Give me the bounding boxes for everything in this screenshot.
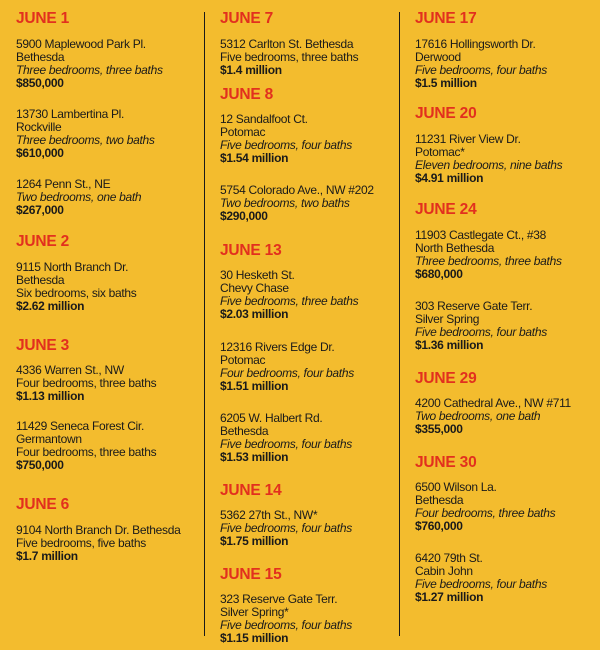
address-line: 6500 Wilson La. [415,480,497,494]
date-heading: JUNE 14 [220,482,282,499]
rooms-description: Five bedrooms, four baths [415,577,547,591]
date-heading: JUNE 24 [415,201,477,218]
city-line: Potomac* [415,145,465,159]
date-heading: JUNE 7 [220,10,274,27]
rooms-description: Two bedrooms, two baths [220,196,350,210]
date-heading: JUNE 17 [415,10,477,27]
listing [16,524,180,563]
address-line: 5754 Colorado Ave., NW #202 [220,183,374,197]
listing [16,420,156,472]
date-heading: JUNE 13 [220,242,282,259]
rooms-description: Five bedrooms, three baths [220,50,359,64]
price: $290,000 [220,209,268,223]
price: $4.91 million [415,171,484,185]
listing [220,412,352,464]
date-heading: JUNE 15 [220,566,282,583]
city-line: Chevy Chase [220,281,289,295]
rooms-description: Four bedrooms, three baths [415,506,556,520]
address-line: 13730 Lambertina Pl. [16,107,125,121]
rooms-description: Four bedrooms, three baths [16,445,157,459]
listing [415,133,562,185]
listing [16,38,163,90]
price: $1.75 million [220,534,289,548]
price: $1.51 million [220,379,289,393]
address-line: 6420 79th St. [415,551,483,565]
city-line: Bethesda [16,50,65,64]
rooms-description: Five bedrooms, four baths [220,437,352,451]
address-line: 5900 Maplewood Park Pl. [16,37,146,51]
listing [16,178,141,217]
listing [220,38,358,77]
date-heading: JUNE 29 [415,370,477,387]
city-line: Bethesda [415,493,464,507]
address-line: 12316 Rivers Edge Dr. [220,340,335,354]
listing [415,552,547,604]
city-line: Bethesda [16,273,65,287]
listing [220,269,358,321]
listing [16,261,137,313]
price: $850,000 [16,76,64,90]
address-line: 17616 Hollingsworth Dr. [415,37,536,51]
price: $1.15 million [220,631,289,645]
date-heading: JUNE 6 [16,496,70,513]
listing [220,341,354,393]
divider-left [204,12,205,636]
address-line: 303 Reserve Gate Terr. [415,299,533,313]
address-line: 1264 Penn St., NE [16,177,111,191]
price: $355,000 [415,422,463,436]
city-line: Cabin John [415,564,473,578]
rooms-description: Five bedrooms, four baths [220,521,352,535]
city-line: Rockville [16,120,62,134]
price: $2.62 million [16,299,85,313]
city-line: Silver Spring* [220,605,289,619]
price: $610,000 [16,146,64,160]
rooms-description: Five bedrooms, five baths [16,536,146,550]
date-heading: JUNE 1 [16,10,70,27]
listing [415,481,555,533]
address-line: 11429 Seneca Forest Cir. [16,419,144,433]
listing [415,229,562,281]
date-heading: JUNE 30 [415,454,477,471]
city-line: North Bethesda [415,241,495,255]
listing [415,397,571,436]
rooms-description: Five bedrooms, four baths [220,618,352,632]
address-line: 5362 27th St., NW* [220,508,318,522]
price: $680,000 [415,267,463,281]
address-line: 9104 North Branch Dr. Bethesda [16,523,181,537]
rooms-description: Five bedrooms, four baths [415,325,547,339]
price: $1.54 million [220,151,289,165]
address-line: 4200 Cathedral Ave., NW #711 [415,396,571,410]
price: $1.13 million [16,389,85,403]
address-line: 30 Hesketh St. [220,268,295,282]
address-line: 4336 Warren St., NW [16,363,124,377]
rooms-description: Three bedrooms, three baths [415,254,562,268]
listing [16,364,156,403]
city-line: Potomac [220,125,266,139]
date-heading: JUNE 20 [415,105,477,122]
divider-right [399,12,400,636]
price: $1.4 million [220,63,282,77]
city-line: Bethesda [220,424,269,438]
rooms-description: Five bedrooms, four baths [415,63,547,77]
address-line: 6205 W. Halbert Rd. [220,411,323,425]
listing [220,113,352,165]
city-line: Potomac [220,353,266,367]
listing [220,509,352,548]
date-heading: JUNE 2 [16,233,70,250]
rooms-description: Three bedrooms, three baths [16,63,163,77]
listing [220,593,352,645]
rooms-description: Three bedrooms, two baths [16,133,155,147]
price: $1.53 million [220,450,289,464]
rooms-description: Two bedrooms, one bath [16,190,142,204]
address-line: 11231 River View Dr. [415,132,521,146]
rooms-description: Five bedrooms, three baths [220,294,359,308]
rooms-description: Two bedrooms, one bath [415,409,541,423]
price: $2.03 million [220,307,289,321]
city-line: Silver Spring [415,312,480,326]
rooms-description: Eleven bedrooms, nine baths [415,158,563,172]
address-line: 5312 Carlton St. Bethesda [220,37,354,51]
price: $1.36 million [415,338,484,352]
price: $1.27 million [415,590,484,604]
address-line: 323 Reserve Gate Terr. [220,592,338,606]
address-line: 9115 North Branch Dr. [16,260,129,274]
address-line: 12 Sandalfoot Ct. [220,112,308,126]
price: $750,000 [16,458,64,472]
rooms-description: Five bedrooms, four baths [220,138,352,152]
city-line: Derwood [415,50,461,64]
date-heading: JUNE 8 [220,86,274,103]
listing [415,38,547,90]
price: $1.5 million [415,76,477,90]
listing [220,184,374,223]
address-line: 11903 Castlegate Ct., #38 [415,228,547,242]
date-heading: JUNE 3 [16,337,70,354]
price: $760,000 [415,519,463,533]
city-line: Germantown [16,432,82,446]
price: $267,000 [16,203,64,217]
rooms-description: Four bedrooms, three baths [16,376,157,390]
listing [415,300,547,352]
listing [16,108,155,160]
rooms-description: Four bedrooms, four baths [220,366,354,380]
price: $1.7 million [16,549,78,563]
rooms-description: Six bedrooms, six baths [16,286,137,300]
